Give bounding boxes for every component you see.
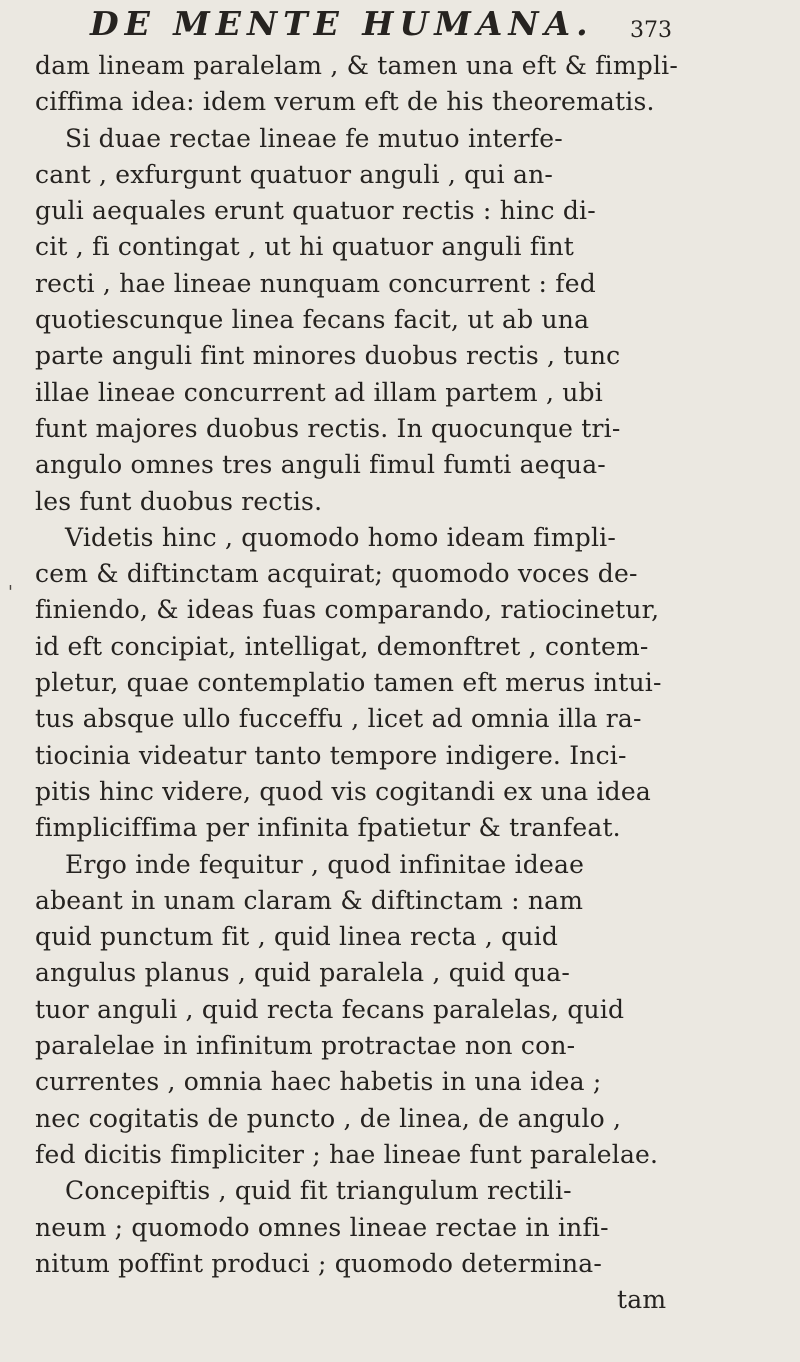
text-line: parte anguli fint minores duobus rectis , tunc [35,341,621,371]
text-line: quotiescunque linea fecans facit, ut ab una [35,305,590,335]
text-line: dam lineam paralelam , & tamen una eft & fimpli- [35,51,678,80]
text-line: pletur, quae contemplatio tamen eft merus intui- [35,668,662,698]
text-line: illae lineae concurrent ad illam partem , ubi [35,377,603,407]
margin-mark: ' [8,582,13,603]
body-text [35,48,775,1318]
text-line: cant , exfurgunt quatuor anguli , qui an- [35,159,554,189]
text-line: cit , fi contingat , ut hi quatuor anguli fint [35,232,575,262]
running-head [90,4,730,44]
text-line: fed dicitis fimpliciter ; hae lineae funt paralelae. [35,1139,659,1169]
text-line: nitum poffint produci ; quomodo determina- [35,1248,603,1278]
catchword: tam [617,1285,667,1315]
text-line: guli aequales erunt quatuor rectis : hinc di- [35,196,596,226]
text-line: neum ; quomodo omnes lineae rectae in infi- [35,1212,609,1242]
text-line: nec cogitatis de puncto , de linea, de angulo , [35,1103,622,1133]
text-line: finiendo, & ideas fuas comparando, ratiocinetur, [35,595,660,625]
text-line: Si duae rectae lineae fe mutuo interfe- [65,123,563,153]
text-line: ciffima idea: idem verum eft de his theorematis. [35,87,655,117]
text-line: paralelae in infinitum protractae non con- [35,1031,576,1061]
text-line: id eft concipiat, intelligat, demonftret , contem- [35,631,649,661]
text-line: fimpliciffima per infinita fpatietur & tranfeat. [35,813,621,843]
text-line: Concepiftis , quid fit triangulum rectili- [65,1176,572,1206]
text-line: tuor anguli , quid recta fecans paralelas, quid [35,994,625,1024]
text-line: recti , hae lineae nunquam concurrent : fed [35,268,596,298]
text-line: les funt duobus rectis. [35,486,323,516]
text-line: angulus planus , quid paralela , quid qua- [35,958,571,988]
text-line: quid punctum fit , quid linea recta , quid [35,922,559,952]
text-line: pitis hinc videre, quod vis cogitandi ex una idea [35,776,651,806]
text-line: abeant in unam claram & diftinctam : nam [35,885,584,915]
page-number: 373 [630,18,672,43]
text-line: angulo omnes tres anguli fimul fumti aequa- [35,450,606,480]
running-title: DE MENTE HUMANA. [90,4,594,43]
text-line: cem & diftinctam acquirat; quomodo voces de- [35,559,638,589]
text-line: tus absque ullo fucceffu , licet ad omnia illa ra- [35,704,642,734]
text-line: Videtis hinc , quomodo homo ideam fimpli- [65,522,616,552]
text-line: Ergo inde fequitur , quod infinitae ideae [65,849,585,879]
text-line: tiocinia videatur tanto tempore indigere. Inci- [35,740,627,770]
text-line: funt majores duobus rectis. In quocunque tri- [35,413,621,443]
text-line: currentes , omnia haec habetis in una idea ; [35,1067,602,1097]
